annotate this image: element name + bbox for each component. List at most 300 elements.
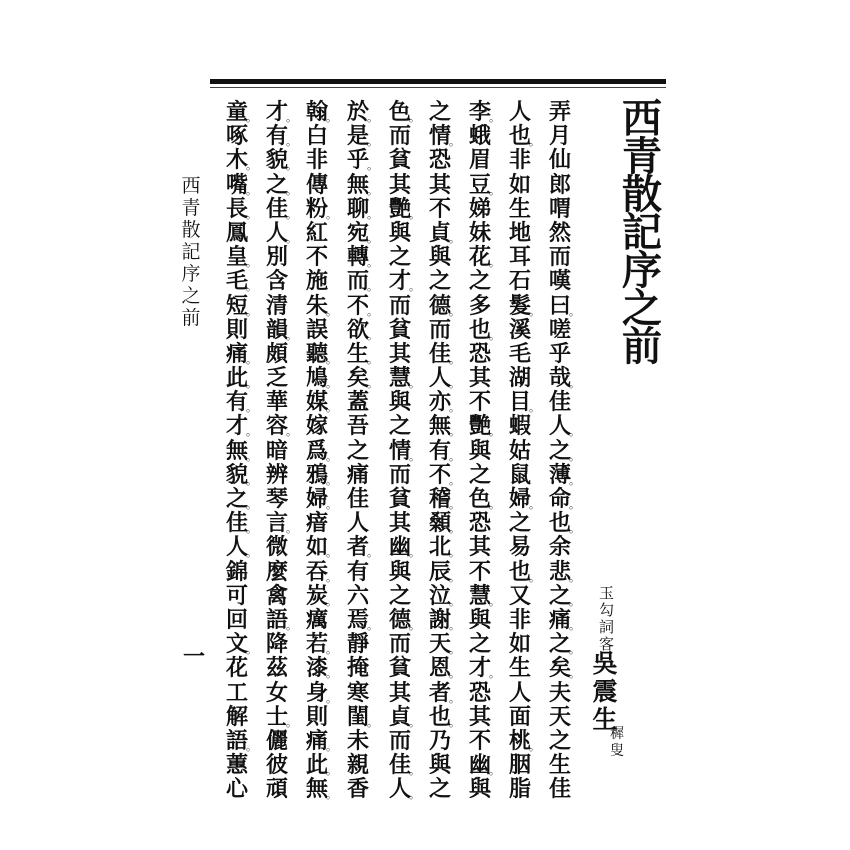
- punctuation-mark: 。: [326, 207, 337, 221]
- top-rule-thin: [210, 87, 666, 88]
- character: 幽 。: [468, 752, 500, 779]
- character: 天 。: [428, 631, 460, 658]
- character: 情 。: [388, 437, 420, 464]
- character: 之: [388, 244, 411, 271]
- punctuation-mark: 。: [449, 498, 460, 511]
- punctuation-mark: 。: [367, 618, 378, 632]
- character: 之: [548, 727, 571, 754]
- top-rule: [210, 79, 666, 84]
- character: 瘖: [305, 510, 328, 537]
- text-column-3: [463, 99, 500, 803]
- character: 蝦: [508, 413, 531, 440]
- character: 如: [508, 171, 531, 198]
- page-number: 一: [183, 644, 206, 670]
- punctuation-mark: 。: [326, 739, 337, 753]
- punctuation-mark: 。: [367, 377, 378, 391]
- character: 人 。: [265, 219, 297, 246]
- punctuation-mark: 。: [326, 643, 337, 657]
- character: 之 。: [548, 631, 580, 658]
- punctuation-mark: 。: [409, 546, 420, 560]
- character: 語 。: [225, 727, 257, 754]
- text-column-7: [300, 99, 337, 803]
- character: 鳩 。: [305, 365, 337, 392]
- punctuation-mark: 。: [286, 183, 297, 197]
- character: 而: [428, 316, 451, 343]
- character: 而: [388, 123, 411, 150]
- punctuation-mark: 。: [367, 183, 378, 197]
- character: 之 。: [225, 486, 257, 512]
- character: 如: [508, 631, 531, 658]
- character: 生: [508, 195, 531, 222]
- punctuation-mark: 。: [246, 425, 257, 439]
- punctuation-mark: 。: [326, 352, 337, 366]
- punctuation-mark: 。: [246, 304, 257, 318]
- character: 別: [265, 244, 288, 271]
- punctuation-mark: 。: [409, 788, 420, 802]
- punctuation-mark: 。: [326, 111, 337, 124]
- character: 皇 。: [225, 244, 257, 271]
- character: 嫁: [305, 413, 328, 440]
- character: 妹: [468, 219, 491, 246]
- character: 不: [305, 244, 328, 271]
- character: 者 。: [428, 679, 460, 706]
- character: 其: [388, 679, 411, 706]
- punctuation-mark: 。: [449, 304, 460, 318]
- character: 心: [225, 776, 248, 803]
- character: 與: [468, 437, 491, 464]
- punctuation-mark: 。: [409, 207, 420, 221]
- character: 人: [508, 679, 531, 706]
- character: 矣 。: [548, 655, 580, 682]
- character: 鼠: [508, 461, 531, 488]
- character: 媒 。: [305, 389, 337, 416]
- punctuation-mark: 。: [569, 425, 580, 439]
- character: 辰 。: [428, 558, 460, 585]
- character: 弄: [548, 99, 571, 125]
- character: 有 。: [225, 389, 257, 416]
- character: 乏: [265, 365, 288, 392]
- character: 漆 。: [305, 655, 337, 682]
- character: 石: [508, 268, 531, 295]
- text-column-5: [383, 99, 420, 803]
- punctuation-mark: 。: [449, 570, 460, 584]
- punctuation-mark: 。: [286, 135, 297, 149]
- character: 蓋: [346, 389, 369, 416]
- character: 六: [346, 582, 369, 609]
- character: 而: [388, 461, 411, 488]
- character: 貞 。: [428, 219, 460, 246]
- character: 貌 。: [225, 461, 257, 488]
- character: 亦 。: [428, 389, 460, 416]
- character: 之: [622, 285, 662, 332]
- character: 德 。: [428, 292, 460, 319]
- character: 乎: [548, 340, 571, 367]
- punctuation-mark: 。: [449, 135, 460, 149]
- character: 恐: [468, 340, 491, 367]
- punctuation-mark: 。: [489, 667, 500, 681]
- character: 紅: [305, 219, 328, 246]
- character: 言 。: [265, 510, 297, 537]
- character: 之 。: [265, 171, 297, 198]
- character: 非: [305, 147, 328, 174]
- character: 此 。: [305, 752, 337, 779]
- character: 掩: [346, 655, 369, 682]
- character: 工: [225, 679, 248, 706]
- character: 人 。: [388, 776, 420, 803]
- character: 士 。: [265, 703, 297, 730]
- punctuation-mark: 。: [569, 473, 580, 487]
- author-name: 吳震生: [589, 650, 618, 734]
- character: 人: [508, 99, 531, 125]
- character: 若 。: [305, 631, 337, 658]
- character: 不: [428, 195, 451, 222]
- punctuation-mark: 。: [286, 159, 297, 173]
- character: 情 。: [428, 123, 460, 150]
- punctuation-mark: 。: [489, 498, 500, 511]
- punctuation-mark: 。: [326, 594, 337, 608]
- character: 矣 。: [346, 365, 378, 392]
- character: 則: [225, 316, 248, 343]
- punctuation-mark: 。: [409, 764, 420, 778]
- character: 之: [468, 268, 491, 295]
- character: 艷 。: [468, 413, 500, 440]
- punctuation-mark: 。: [569, 643, 580, 657]
- punctuation-mark: 。: [449, 231, 460, 245]
- punctuation-mark: 。: [449, 522, 460, 536]
- punctuation-mark: 。: [286, 618, 297, 632]
- character: 記: [622, 209, 662, 256]
- character: 恩 。: [428, 655, 460, 682]
- character: 婦 。: [305, 486, 337, 512]
- punctuation-mark: 。: [367, 111, 378, 124]
- character: 也 。: [508, 123, 540, 150]
- character: 降: [265, 631, 288, 658]
- character: 叟: [610, 743, 624, 759]
- punctuation-mark: 。: [286, 522, 297, 536]
- character: 前: [181, 307, 201, 329]
- character: 之: [388, 413, 411, 440]
- character: 貧: [388, 147, 411, 174]
- character: 嘴 。: [225, 171, 257, 198]
- character: 又: [508, 582, 531, 609]
- character: 稽 。: [428, 486, 460, 512]
- character: 其: [388, 510, 411, 537]
- character: 語 。: [265, 606, 297, 633]
- page-title: [618, 95, 666, 370]
- character: 蛾: [468, 123, 491, 150]
- text-column-4: [423, 99, 460, 803]
- character: 人 。: [225, 534, 257, 561]
- punctuation-mark: 。: [449, 473, 460, 487]
- character: 非: [508, 147, 531, 174]
- character: 與: [388, 219, 411, 246]
- character: 恐: [468, 510, 491, 537]
- character: 哉 。: [548, 365, 580, 392]
- character: 娣: [468, 195, 491, 222]
- character: 頗: [265, 340, 288, 367]
- punctuation-mark: 。: [286, 231, 297, 245]
- punctuation-mark: 。: [529, 570, 540, 584]
- character: 閨 。: [346, 703, 378, 730]
- punctuation-mark: 。: [449, 401, 460, 415]
- character: 翰 。: [305, 99, 337, 125]
- character: 韻 。: [265, 316, 297, 343]
- character: 花: [225, 655, 248, 682]
- character: 無 。: [346, 171, 378, 198]
- character: 麼: [265, 558, 288, 585]
- punctuation-mark: 。: [569, 618, 580, 632]
- character: 不 。: [346, 292, 378, 319]
- character: 不: [468, 558, 491, 585]
- character: 與: [388, 389, 411, 416]
- character: 之: [468, 631, 491, 658]
- character: 貌 。: [265, 147, 297, 174]
- character: 豆 。: [468, 171, 500, 198]
- character: 李 。: [468, 99, 500, 125]
- character: 與: [388, 558, 411, 585]
- character: 與: [428, 752, 451, 779]
- punctuation-mark: 。: [286, 207, 297, 221]
- punctuation-mark: 。: [246, 280, 257, 294]
- character: 薄 。: [548, 461, 580, 488]
- punctuation-mark: 。: [449, 352, 460, 366]
- punctuation-mark: 。: [409, 280, 420, 294]
- character: 記: [181, 241, 201, 263]
- character: 錦: [225, 558, 248, 585]
- character: 貞 。: [388, 703, 420, 730]
- character: 花 。: [468, 244, 500, 271]
- character: 曰 。: [548, 292, 580, 319]
- punctuation-mark: 。: [286, 715, 297, 729]
- punctuation-mark: 。: [529, 498, 540, 511]
- character: 之 。: [548, 437, 580, 464]
- character: 吞 。: [305, 558, 337, 585]
- punctuation-mark: 。: [326, 667, 337, 681]
- character: 靜: [346, 631, 369, 658]
- character: 人 。: [548, 413, 580, 440]
- character: 佳 。: [388, 752, 420, 779]
- character: 毛: [508, 340, 531, 367]
- character: 生: [508, 655, 531, 682]
- punctuation-mark: 。: [367, 280, 378, 294]
- character: 童 。: [225, 99, 257, 125]
- punctuation-mark: 。: [326, 788, 337, 802]
- punctuation-mark: 。: [367, 256, 378, 270]
- character: 乃: [428, 727, 451, 754]
- character: 也 。: [428, 703, 460, 730]
- punctuation-mark: 。: [409, 715, 420, 729]
- character: 彼: [265, 752, 288, 779]
- character: 佳: [548, 776, 571, 803]
- punctuation-mark: 。: [246, 256, 257, 270]
- character: 西: [622, 95, 662, 142]
- character: 貧: [388, 316, 411, 343]
- punctuation-mark: 。: [286, 328, 297, 342]
- punctuation-mark: 。: [489, 183, 500, 197]
- character: 佳 。: [225, 510, 257, 537]
- character: 焉 。: [346, 606, 378, 633]
- character: 才 。: [225, 413, 257, 440]
- character: 誤: [305, 316, 328, 343]
- character: 姑: [508, 437, 531, 464]
- punctuation-mark: 。: [246, 449, 257, 463]
- character: 與: [468, 606, 491, 633]
- punctuation-mark: 。: [326, 764, 337, 778]
- character: 啄: [225, 123, 248, 150]
- character: 才 。: [388, 268, 420, 295]
- character: 余: [548, 534, 571, 561]
- character: 之: [428, 99, 451, 125]
- punctuation-mark: 。: [367, 159, 378, 173]
- character: 慧 。: [468, 582, 500, 609]
- punctuation-mark: 。: [246, 498, 257, 511]
- character: 朱 。: [305, 292, 337, 319]
- author-courtesy-name: [608, 726, 626, 760]
- character: 湖: [508, 365, 531, 392]
- character: 悲 。: [548, 558, 580, 585]
- character: 嗟: [548, 316, 571, 343]
- character: 然: [548, 219, 571, 246]
- character: 目 。: [508, 389, 540, 416]
- character: 轉 。: [346, 244, 378, 271]
- character: 無 。: [225, 437, 257, 464]
- character: 之: [428, 776, 451, 803]
- character: 脂: [508, 776, 531, 803]
- punctuation-mark: 。: [409, 111, 420, 124]
- character: 生: [548, 752, 571, 779]
- character: 多: [468, 292, 491, 319]
- character: 不: [468, 727, 491, 754]
- character: 琴: [265, 486, 288, 512]
- character: 顙 。: [428, 510, 460, 537]
- character: 慧 。: [388, 365, 420, 392]
- punctuation-mark: 。: [286, 425, 297, 439]
- character: 可: [225, 582, 248, 609]
- character: 散: [181, 219, 201, 241]
- punctuation-mark: 。: [367, 715, 378, 729]
- character: 短 。: [225, 292, 257, 319]
- character: 面: [508, 703, 531, 730]
- character: 散: [622, 171, 662, 218]
- character: 謝 。: [428, 606, 460, 633]
- punctuation-mark: 。: [246, 377, 257, 391]
- punctuation-mark: 。: [326, 304, 337, 318]
- character: 欲 。: [346, 316, 378, 343]
- character: 如 。: [305, 534, 337, 561]
- character: 有 。: [265, 123, 297, 150]
- character: 人: [346, 510, 369, 537]
- character: 其: [468, 534, 491, 561]
- character: 也 。: [468, 316, 500, 343]
- punctuation-mark: 。: [367, 328, 378, 342]
- character: 清: [265, 292, 288, 319]
- character: 之: [346, 437, 369, 464]
- punctuation-mark: 。: [246, 352, 257, 366]
- punctuation-mark: 。: [569, 522, 580, 536]
- character: 而: [388, 631, 411, 658]
- punctuation-mark: 。: [246, 739, 257, 753]
- character: 身 。: [305, 679, 337, 706]
- character: 夫: [548, 679, 571, 706]
- character: 其: [468, 703, 491, 730]
- punctuation-mark: 。: [326, 401, 337, 415]
- character: 毛 。: [225, 268, 257, 295]
- punctuation-mark: 。: [246, 522, 257, 536]
- punctuation-mark: 。: [449, 546, 460, 560]
- character: 青: [622, 133, 662, 180]
- character: 艷 。: [388, 195, 420, 222]
- character: 禽: [265, 582, 288, 609]
- character: 儷: [265, 727, 288, 754]
- punctuation-mark: 。: [367, 231, 378, 245]
- character: 聽 。: [305, 340, 337, 367]
- character: 痛 。: [305, 727, 337, 754]
- character: 髮 。: [508, 292, 540, 319]
- punctuation-mark: 。: [569, 304, 580, 318]
- punctuation-mark: 。: [529, 304, 540, 318]
- character: 泣 。: [428, 582, 460, 609]
- punctuation-mark: 。: [449, 691, 460, 705]
- character: 之: [508, 510, 531, 537]
- character: 其: [388, 171, 411, 198]
- punctuation-mark: 。: [326, 449, 337, 463]
- punctuation-mark: 。: [409, 377, 420, 391]
- character: 青: [181, 197, 201, 219]
- character: 香: [346, 776, 369, 803]
- character: 痛: [346, 461, 369, 488]
- punctuation-mark: 。: [569, 449, 580, 463]
- character: 胭: [508, 752, 531, 779]
- punctuation-mark: 。: [326, 377, 337, 391]
- punctuation-mark: 。: [246, 111, 257, 124]
- character: 地: [508, 219, 531, 246]
- character: 此 。: [225, 365, 257, 392]
- text-column-1: [543, 99, 580, 803]
- character: 才 。: [265, 99, 297, 125]
- character: 之: [428, 268, 451, 295]
- punctuation-mark: 。: [569, 667, 580, 681]
- punctuation-mark: 。: [367, 135, 378, 149]
- punctuation-mark: 。: [246, 546, 257, 560]
- character: 恐: [428, 147, 451, 174]
- punctuation-mark: 。: [326, 473, 337, 487]
- character: 寒: [346, 679, 369, 706]
- punctuation-mark: 。: [569, 498, 580, 511]
- punctuation-mark: 。: [367, 304, 378, 318]
- character: 癘: [305, 606, 328, 633]
- character: 命 。: [548, 486, 580, 512]
- character: 傳: [305, 171, 328, 198]
- character: 鴉 。: [305, 461, 337, 488]
- character: 粉 。: [305, 195, 337, 222]
- character: 含: [265, 268, 288, 295]
- character: 痛 。: [225, 340, 257, 367]
- character: 佳 。: [265, 195, 297, 222]
- character: 耳: [508, 244, 531, 271]
- punctuation-mark: 。: [246, 401, 257, 415]
- character: 文 。: [225, 631, 257, 658]
- character: 月: [548, 123, 571, 150]
- punctuation-mark: 。: [326, 546, 337, 560]
- character: 鳳: [225, 219, 248, 246]
- character: 也 。: [508, 558, 540, 585]
- character: 色 。: [468, 486, 500, 512]
- character: 炭 。: [305, 582, 337, 609]
- character: 也 。: [548, 510, 580, 537]
- character: 佳: [346, 486, 369, 512]
- character: 與: [428, 244, 451, 271]
- character: 聊 。: [346, 195, 378, 222]
